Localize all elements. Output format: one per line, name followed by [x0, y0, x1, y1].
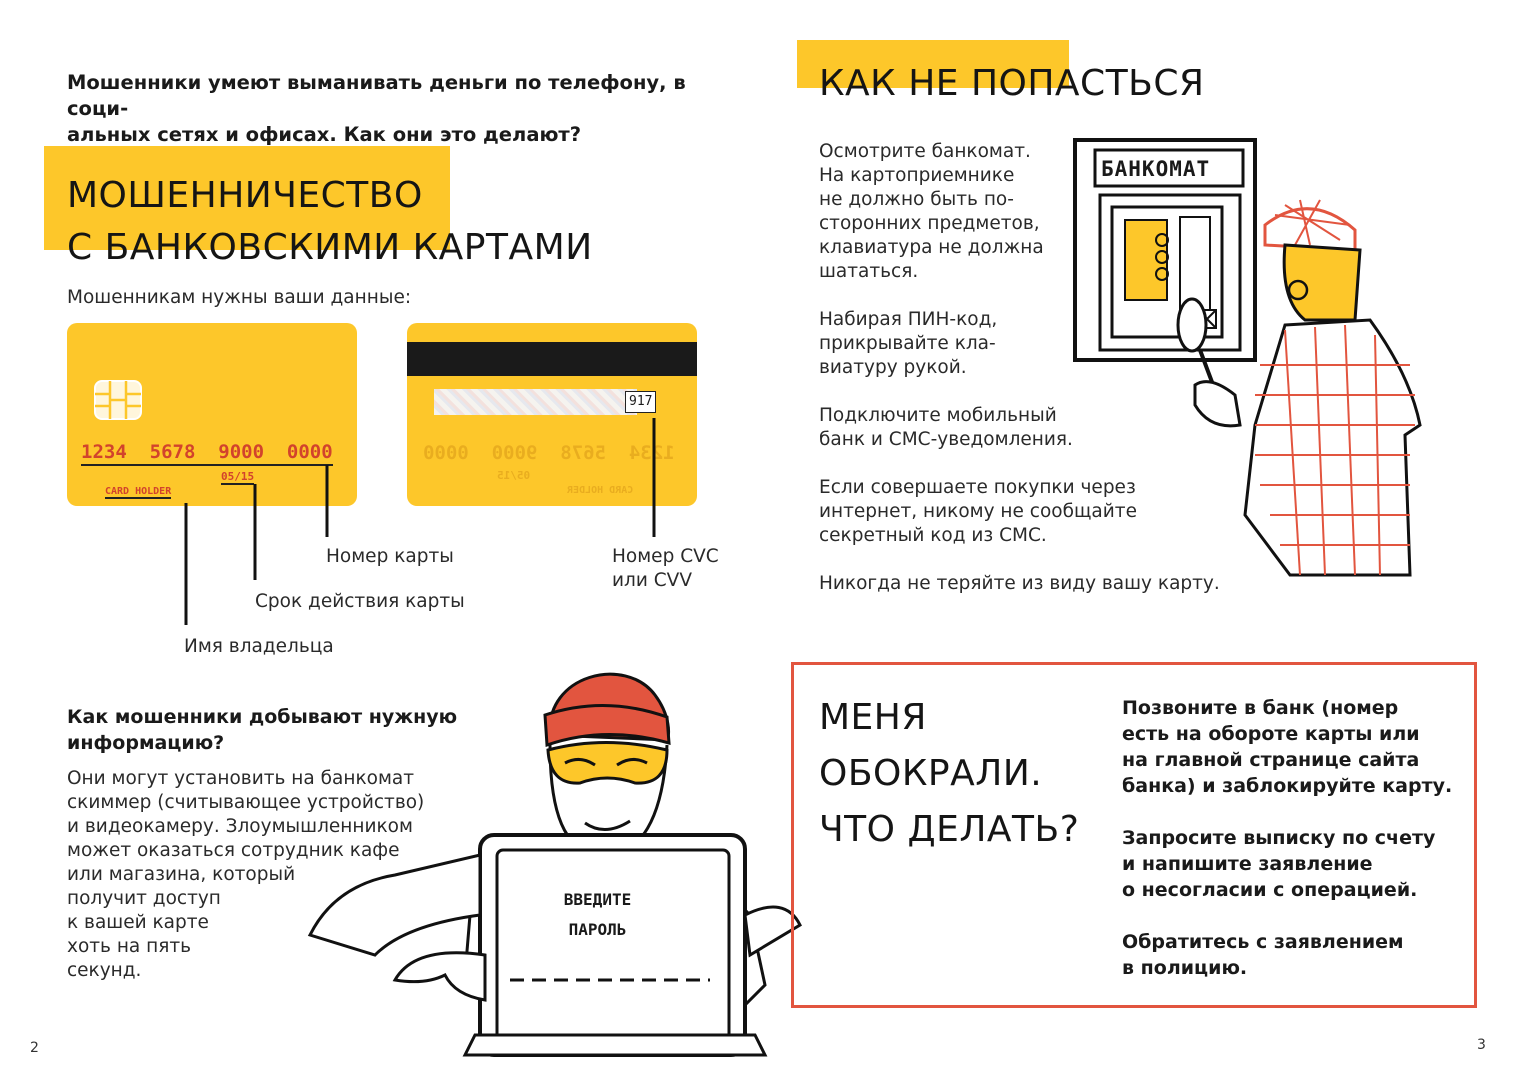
- how-question: Как мошенники добывают нужную информацию?: [67, 706, 458, 754]
- card-mirror-expiry: 05/15: [497, 469, 531, 482]
- robbed-title: МЕНЯ ОБОКРАЛИ. ЧТО ДЕЛАТЬ?: [819, 697, 1080, 850]
- atm-sign: БАНКОМАТ: [1101, 157, 1211, 181]
- label-cvc: Номер CVC или CVV: [612, 546, 719, 591]
- card-holder: CARD HOLDER: [105, 486, 172, 497]
- atm-detective-illustration: [1070, 135, 1490, 595]
- page-number-left: 2: [30, 1040, 39, 1056]
- label-holder: Имя владельца: [184, 636, 334, 657]
- card-mirror-holder: CARD HOLDER: [567, 485, 634, 496]
- robbed-step-2: Запросите выписку по счету и напишите заявление о несогласии с операцией.: [1122, 827, 1436, 901]
- tip-2: Набирая ПИН-код, прикрывайте кла- виатуру рукой.: [819, 309, 998, 378]
- robbed-steps: [1122, 695, 1462, 981]
- card-mirror-number: 1234 5678 9000 0000: [423, 442, 675, 464]
- robbed-step-1: Позвоните в банк (номер есть на обороте карты или на главной странице сайта банка) и заблокируйте карту.: [1122, 697, 1453, 797]
- data-needed-label: Мошенникам нужны ваши данные:: [67, 287, 412, 308]
- card-expiry: 05/15: [221, 470, 255, 483]
- robbed-step-3: Обратитесь с заявлением в полицию.: [1122, 931, 1404, 979]
- label-card-number: Номер карты: [326, 546, 454, 567]
- thief-illustration: [295, 655, 815, 1075]
- tip-5: Никогда не теряйте из виду вашу карту.: [819, 573, 1220, 594]
- cvc-value: 917: [625, 391, 656, 413]
- page-title-prevention: КАК НЕ ПОПАСТЬСЯ: [819, 63, 1205, 104]
- intro-text: Мошенники умеют выманивать деньги по телефону, в соци- альных сетях и офисах. Как они это делают?: [67, 71, 686, 146]
- page-title-card-fraud: МОШЕННИЧЕСТВО С БАНКОВСКИМИ КАРТАМИ: [67, 175, 593, 268]
- tip-3: Подключите мобильный банк и СМС-уведомления.: [819, 405, 1073, 450]
- how-answer: Они могут установить на банкомат скиммер (считывающее устройство) и видеокамеру. Злоумышленником может оказаться сотрудник кафе или магазина, который получит доступ к вашей карте хоть на пять секунд.: [67, 768, 425, 981]
- label-expiry: Срок действия карты: [255, 591, 465, 612]
- label-pointer-lines: [0, 0, 760, 640]
- tip-4: Если совершаете покупки через интернет, никому не сообщайте секретный код из СМС.: [819, 477, 1137, 546]
- card-number: 1234 5678 9000 0000: [81, 440, 333, 466]
- laptop-prompt: ВВЕДИТЕ ПАРОЛЬ: [563, 890, 632, 939]
- page-number-right: 3: [1477, 1037, 1486, 1053]
- tip-1: Осмотрите банкомат. На картоприемнике не должно быть по- сторонних предметов, клавиатура не должна шататься.: [819, 141, 1044, 282]
